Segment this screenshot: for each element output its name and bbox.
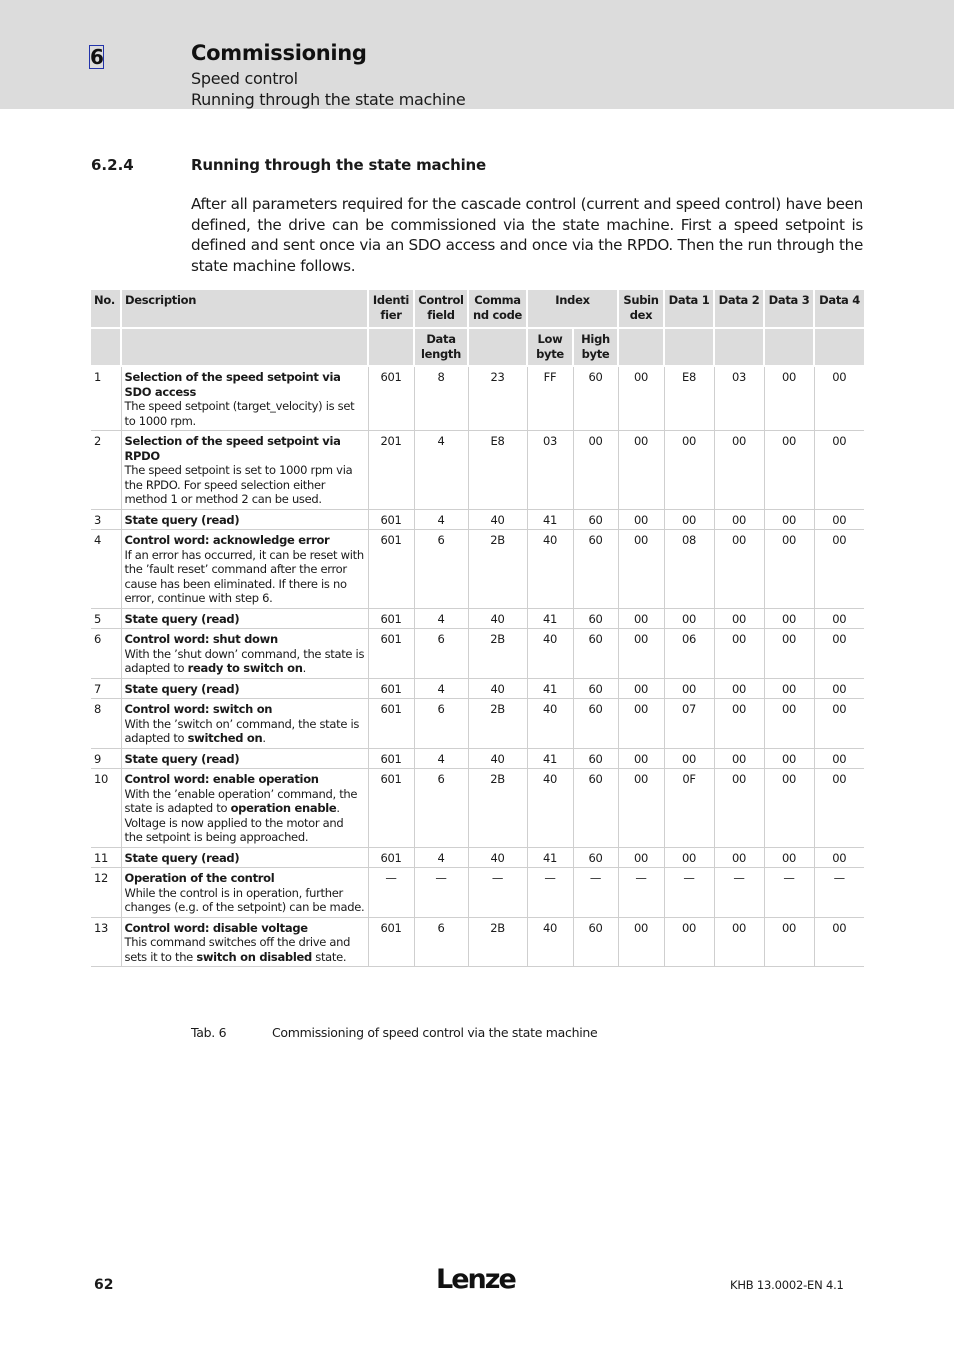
step-title: Selection of the speed setpoint via SDO access bbox=[124, 370, 341, 399]
cell-data4: 00 bbox=[814, 769, 864, 848]
cell-data3: 00 bbox=[764, 847, 814, 868]
cell-data4: 00 bbox=[814, 431, 864, 510]
cell-control-field: 6 bbox=[414, 530, 468, 609]
cell-data1: — bbox=[664, 868, 714, 918]
cell-data2: 00 bbox=[714, 847, 764, 868]
cell-description bbox=[121, 366, 368, 431]
cell-identifier: 601 bbox=[368, 678, 414, 699]
cell-command-code: 40 bbox=[468, 509, 527, 530]
cell-control-field: 6 bbox=[414, 629, 468, 679]
step-title: State query (read) bbox=[124, 751, 240, 766]
step-title: Control word: shut down bbox=[124, 632, 278, 646]
cell-data1: 00 bbox=[664, 748, 714, 769]
header-index: Index bbox=[527, 290, 618, 328]
cell-data2: 00 bbox=[714, 431, 764, 510]
cell-command-code: 2B bbox=[468, 917, 527, 967]
breadcrumb-section: Speed control bbox=[191, 69, 298, 88]
step-title: Operation of the control bbox=[124, 871, 275, 885]
step-description bbox=[125, 935, 365, 964]
cell-control-field: 4 bbox=[414, 678, 468, 699]
step-title: State query (read) bbox=[124, 850, 240, 865]
cell-subindex: 00 bbox=[618, 608, 664, 629]
cell-data1: 00 bbox=[664, 431, 714, 510]
step-description bbox=[125, 463, 365, 507]
document-reference: KHB 13.0002-EN 4.1 bbox=[730, 1278, 844, 1292]
table-row bbox=[91, 917, 864, 967]
table-row bbox=[91, 366, 864, 431]
step-description bbox=[125, 399, 365, 428]
step-description bbox=[125, 647, 365, 676]
cell-data1: 00 bbox=[664, 608, 714, 629]
cell-data1: 07 bbox=[664, 699, 714, 749]
cell-no: 2 bbox=[91, 431, 121, 510]
cell-identifier: 601 bbox=[368, 366, 414, 431]
header-control-field: Control field bbox=[414, 290, 468, 328]
table-row bbox=[91, 608, 864, 629]
cell-data1: E8 bbox=[664, 366, 714, 431]
header-band bbox=[0, 0, 954, 109]
cell-data1: 06 bbox=[664, 629, 714, 679]
cell-subindex: 00 bbox=[618, 431, 664, 510]
header-data-length: Data length bbox=[414, 328, 468, 366]
cell-command-code: 2B bbox=[468, 699, 527, 749]
table-row bbox=[91, 847, 864, 868]
step-text-post: . bbox=[302, 661, 306, 675]
step-text-bold: switched on bbox=[187, 731, 263, 745]
cell-no: 4 bbox=[91, 530, 121, 609]
cell-control-field: 4 bbox=[414, 509, 468, 530]
cell-data4: 00 bbox=[814, 678, 864, 699]
cell-command-code: 2B bbox=[468, 629, 527, 679]
cell-description bbox=[121, 530, 368, 609]
header-data4: Data 4 bbox=[814, 290, 864, 328]
cell-data1: 00 bbox=[664, 678, 714, 699]
cell-data3: 00 bbox=[764, 678, 814, 699]
cell-control-field: 6 bbox=[414, 699, 468, 749]
cell-data2: 00 bbox=[714, 678, 764, 699]
cell-subindex: 00 bbox=[618, 530, 664, 609]
cell-no: 10 bbox=[91, 769, 121, 848]
cell-identifier: 601 bbox=[368, 748, 414, 769]
cell-identifier: 601 bbox=[368, 699, 414, 749]
cell-subindex: 00 bbox=[618, 366, 664, 431]
cell-data3: — bbox=[764, 868, 814, 918]
cell-data4: 00 bbox=[814, 629, 864, 679]
cell-index-low-byte: — bbox=[527, 868, 573, 918]
cell-index-high-byte: — bbox=[573, 868, 618, 918]
intro-paragraph: After all parameters required for the cascade control (current and speed control) have been defined, the drive can be commissioned via the state machine. First a speed setpoint is defined and sent once via an SDO access and once via the RPDO. Then the run through the state machine follows. bbox=[191, 195, 863, 275]
header-command-code: Comma nd code bbox=[468, 290, 527, 328]
cell-no: 8 bbox=[91, 699, 121, 749]
cell-index-low-byte: 41 bbox=[527, 748, 573, 769]
cell-data4: 00 bbox=[814, 366, 864, 431]
cell-identifier: 601 bbox=[368, 509, 414, 530]
step-text-pre: The speed setpoint (target_velocity) is set to 1000 rpm. bbox=[124, 399, 355, 428]
cell-identifier: — bbox=[368, 868, 414, 918]
cell-command-code: 40 bbox=[468, 678, 527, 699]
cell-no: 5 bbox=[91, 608, 121, 629]
cell-index-low-byte: 40 bbox=[527, 917, 573, 967]
table-row bbox=[91, 530, 864, 609]
cell-control-field: 4 bbox=[414, 847, 468, 868]
cell-no: 12 bbox=[91, 868, 121, 918]
cell-data2: 00 bbox=[714, 629, 764, 679]
cell-description bbox=[121, 847, 368, 868]
cell-command-code: 40 bbox=[468, 847, 527, 868]
cell-command-code: 2B bbox=[468, 530, 527, 609]
cell-subindex: 00 bbox=[618, 699, 664, 749]
cell-data3: 00 bbox=[764, 608, 814, 629]
header-identifier: Identi fier bbox=[368, 290, 414, 328]
header-blank bbox=[814, 328, 864, 366]
cell-data4: 00 bbox=[814, 509, 864, 530]
cell-data2: 00 bbox=[714, 530, 764, 609]
table-row bbox=[91, 431, 864, 510]
cell-command-code: 40 bbox=[468, 748, 527, 769]
step-description bbox=[125, 886, 365, 915]
page-number: 62 bbox=[94, 1277, 114, 1293]
cell-command-code: — bbox=[468, 868, 527, 918]
cell-index-high-byte: 60 bbox=[573, 699, 618, 749]
cell-index-low-byte: 41 bbox=[527, 608, 573, 629]
cell-description bbox=[121, 608, 368, 629]
header-no: No. bbox=[91, 290, 121, 328]
cell-index-low-byte: 03 bbox=[527, 431, 573, 510]
cell-index-low-byte: 40 bbox=[527, 769, 573, 848]
cell-data1: 08 bbox=[664, 530, 714, 609]
cell-no: 13 bbox=[91, 917, 121, 967]
header-subindex: Subin dex bbox=[618, 290, 664, 328]
cell-data1: 00 bbox=[664, 509, 714, 530]
cell-data1: 00 bbox=[664, 847, 714, 868]
cell-data2: 00 bbox=[714, 509, 764, 530]
cell-no: 9 bbox=[91, 748, 121, 769]
cell-command-code: 2B bbox=[468, 769, 527, 848]
cell-data3: 00 bbox=[764, 699, 814, 749]
cell-control-field: 6 bbox=[414, 769, 468, 848]
cell-data4: — bbox=[814, 868, 864, 918]
table-row bbox=[91, 748, 864, 769]
cell-subindex: 00 bbox=[618, 678, 664, 699]
header-blank bbox=[468, 328, 527, 366]
table-caption-text: Commissioning of speed control via the state machine bbox=[272, 1025, 598, 1040]
step-description bbox=[125, 548, 365, 606]
cell-subindex: 00 bbox=[618, 509, 664, 530]
cell-identifier: 601 bbox=[368, 608, 414, 629]
cell-subindex: — bbox=[618, 868, 664, 918]
cell-control-field: 4 bbox=[414, 431, 468, 510]
step-text-pre: The speed setpoint is set to 1000 rpm via the RPDO. For speed selection either method 1 or method 2 can be used. bbox=[124, 463, 353, 506]
cell-control-field: 6 bbox=[414, 917, 468, 967]
cell-data3: 00 bbox=[764, 917, 814, 967]
cell-identifier: 601 bbox=[368, 530, 414, 609]
cell-index-low-byte: 40 bbox=[527, 530, 573, 609]
step-title: Control word: disable voltage bbox=[124, 920, 308, 935]
header-data3: Data 3 bbox=[764, 290, 814, 328]
header-data2: Data 2 bbox=[714, 290, 764, 328]
header-high-byte: High byte bbox=[573, 328, 618, 366]
step-text-post: . Voltage is now applied to the motor and the setpoint is being approached. bbox=[124, 801, 344, 844]
cell-data4: 00 bbox=[814, 917, 864, 967]
cell-index-high-byte: 60 bbox=[573, 366, 618, 431]
cell-index-low-byte: 41 bbox=[527, 678, 573, 699]
cell-control-field: 8 bbox=[414, 366, 468, 431]
cell-no: 7 bbox=[91, 678, 121, 699]
step-text-bold: operation enable bbox=[230, 801, 337, 815]
cell-subindex: 00 bbox=[618, 769, 664, 848]
cell-command-code: 23 bbox=[468, 366, 527, 431]
cell-no: 11 bbox=[91, 847, 121, 868]
header-data1: Data 1 bbox=[664, 290, 714, 328]
cell-subindex: 00 bbox=[618, 748, 664, 769]
cell-identifier: 601 bbox=[368, 629, 414, 679]
cell-description bbox=[121, 509, 368, 530]
step-text-bold: switch on disabled bbox=[196, 949, 312, 964]
cell-subindex: 00 bbox=[618, 917, 664, 967]
cell-no: 3 bbox=[91, 509, 121, 530]
cell-index-high-byte: 60 bbox=[573, 678, 618, 699]
table-row bbox=[91, 629, 864, 679]
header-blank bbox=[121, 328, 368, 366]
step-text-bold: ready to switch on bbox=[187, 661, 303, 675]
table-caption-label: Tab. 6 bbox=[191, 1025, 227, 1040]
step-description bbox=[125, 717, 365, 746]
cell-no: 1 bbox=[91, 366, 121, 431]
cell-data4: 00 bbox=[814, 530, 864, 609]
table-row bbox=[91, 868, 864, 918]
cell-data2: 00 bbox=[714, 917, 764, 967]
step-description bbox=[125, 787, 365, 845]
cell-data2: 00 bbox=[714, 769, 764, 848]
header-blank bbox=[664, 328, 714, 366]
cell-data3: 00 bbox=[764, 748, 814, 769]
cell-data3: 00 bbox=[764, 509, 814, 530]
step-text-pre: With the ’enable operation’ command, the state is adapted to bbox=[124, 786, 358, 815]
step-text-pre: If an error has occurred, it can be reset with the ’fault reset’ command after the error cause has been eliminated. If there is no error, continue with step 6. bbox=[124, 547, 364, 605]
cell-data3: 00 bbox=[764, 629, 814, 679]
cell-data3: 00 bbox=[764, 366, 814, 431]
cell-data2: 03 bbox=[714, 366, 764, 431]
step-text-pre: While the control is in operation, further changes (e.g. of the setpoint) can be made. bbox=[124, 885, 365, 914]
table-row bbox=[91, 678, 864, 699]
cell-identifier: 601 bbox=[368, 769, 414, 848]
step-text-post: state. bbox=[311, 949, 347, 964]
step-title: Control word: switch on bbox=[124, 702, 273, 716]
cell-index-low-byte: 40 bbox=[527, 699, 573, 749]
header-blank bbox=[764, 328, 814, 366]
cell-no: 6 bbox=[91, 629, 121, 679]
cell-index-low-byte: 41 bbox=[527, 847, 573, 868]
cell-data2: 00 bbox=[714, 699, 764, 749]
breadcrumb-subsection: Running through the state machine bbox=[191, 90, 466, 109]
cell-index-low-byte: 40 bbox=[527, 629, 573, 679]
cell-index-high-byte: 60 bbox=[573, 509, 618, 530]
cell-index-low-byte: 41 bbox=[527, 509, 573, 530]
cell-description bbox=[121, 917, 368, 967]
cell-description bbox=[121, 629, 368, 679]
step-title: State query (read) bbox=[124, 681, 240, 696]
cell-description bbox=[121, 678, 368, 699]
cell-control-field: 4 bbox=[414, 748, 468, 769]
header-blank bbox=[368, 328, 414, 366]
cell-description bbox=[121, 769, 368, 848]
cell-subindex: 00 bbox=[618, 629, 664, 679]
cell-data1: 00 bbox=[664, 917, 714, 967]
header-blank bbox=[714, 328, 764, 366]
header-description: Description bbox=[121, 290, 368, 328]
cell-index-high-byte: 00 bbox=[573, 431, 618, 510]
step-title: State query (read) bbox=[124, 611, 240, 626]
cell-control-field: — bbox=[414, 868, 468, 918]
cell-description bbox=[121, 748, 368, 769]
cell-data3: 00 bbox=[764, 431, 814, 510]
cell-index-high-byte: 60 bbox=[573, 847, 618, 868]
cell-data4: 00 bbox=[814, 608, 864, 629]
chapter-title: Commissioning bbox=[191, 41, 367, 65]
cell-data4: 00 bbox=[814, 847, 864, 868]
cell-index-high-byte: 60 bbox=[573, 917, 618, 967]
cell-description bbox=[121, 868, 368, 918]
cell-identifier: 201 bbox=[368, 431, 414, 510]
cell-data4: 00 bbox=[814, 748, 864, 769]
cell-index-high-byte: 60 bbox=[573, 530, 618, 609]
table-row bbox=[91, 699, 864, 749]
cell-data2: 00 bbox=[714, 608, 764, 629]
step-title: Control word: enable operation bbox=[124, 772, 319, 786]
step-text-pre: This command switches off the drive and sets it to the bbox=[124, 935, 351, 964]
table-row bbox=[91, 769, 864, 848]
cell-command-code: 40 bbox=[468, 608, 527, 629]
cell-data4: 00 bbox=[814, 699, 864, 749]
chapter-number[interactable]: 6 bbox=[90, 45, 104, 69]
cell-index-low-byte: FF bbox=[527, 366, 573, 431]
section-title: Running through the state machine bbox=[191, 156, 486, 174]
cell-data2: — bbox=[714, 868, 764, 918]
cell-command-code: E8 bbox=[468, 431, 527, 510]
step-title: Selection of the speed setpoint via RPDO bbox=[124, 434, 341, 463]
cell-data2: 00 bbox=[714, 748, 764, 769]
cell-index-high-byte: 60 bbox=[573, 748, 618, 769]
cell-subindex: 00 bbox=[618, 847, 664, 868]
step-text-pre: With the ’shut down’ command, the state is adapted to bbox=[124, 646, 365, 675]
cell-description bbox=[121, 699, 368, 749]
step-title: Control word: acknowledge error bbox=[124, 533, 330, 547]
step-text-pre: With the ’switch on’ command, the state is adapted to bbox=[124, 716, 360, 745]
cell-data3: 00 bbox=[764, 769, 814, 848]
lenze-logo: Lenze bbox=[436, 1264, 515, 1295]
cell-identifier: 601 bbox=[368, 847, 414, 868]
step-text-post: . bbox=[262, 731, 266, 745]
cell-index-high-byte: 60 bbox=[573, 769, 618, 848]
cell-identifier: 601 bbox=[368, 917, 414, 967]
step-title: State query (read) bbox=[124, 512, 240, 527]
cell-control-field: 4 bbox=[414, 608, 468, 629]
table-row bbox=[91, 509, 864, 530]
cell-data1: 0F bbox=[664, 769, 714, 848]
section-number: 6.2.4 bbox=[91, 156, 134, 174]
cell-index-high-byte: 60 bbox=[573, 629, 618, 679]
cell-description bbox=[121, 431, 368, 510]
header-blank bbox=[91, 328, 121, 366]
cell-index-high-byte: 60 bbox=[573, 608, 618, 629]
cell-data3: 00 bbox=[764, 530, 814, 609]
header-blank bbox=[618, 328, 664, 366]
state-machine-table bbox=[91, 290, 864, 967]
header-low-byte: Low byte bbox=[527, 328, 573, 366]
